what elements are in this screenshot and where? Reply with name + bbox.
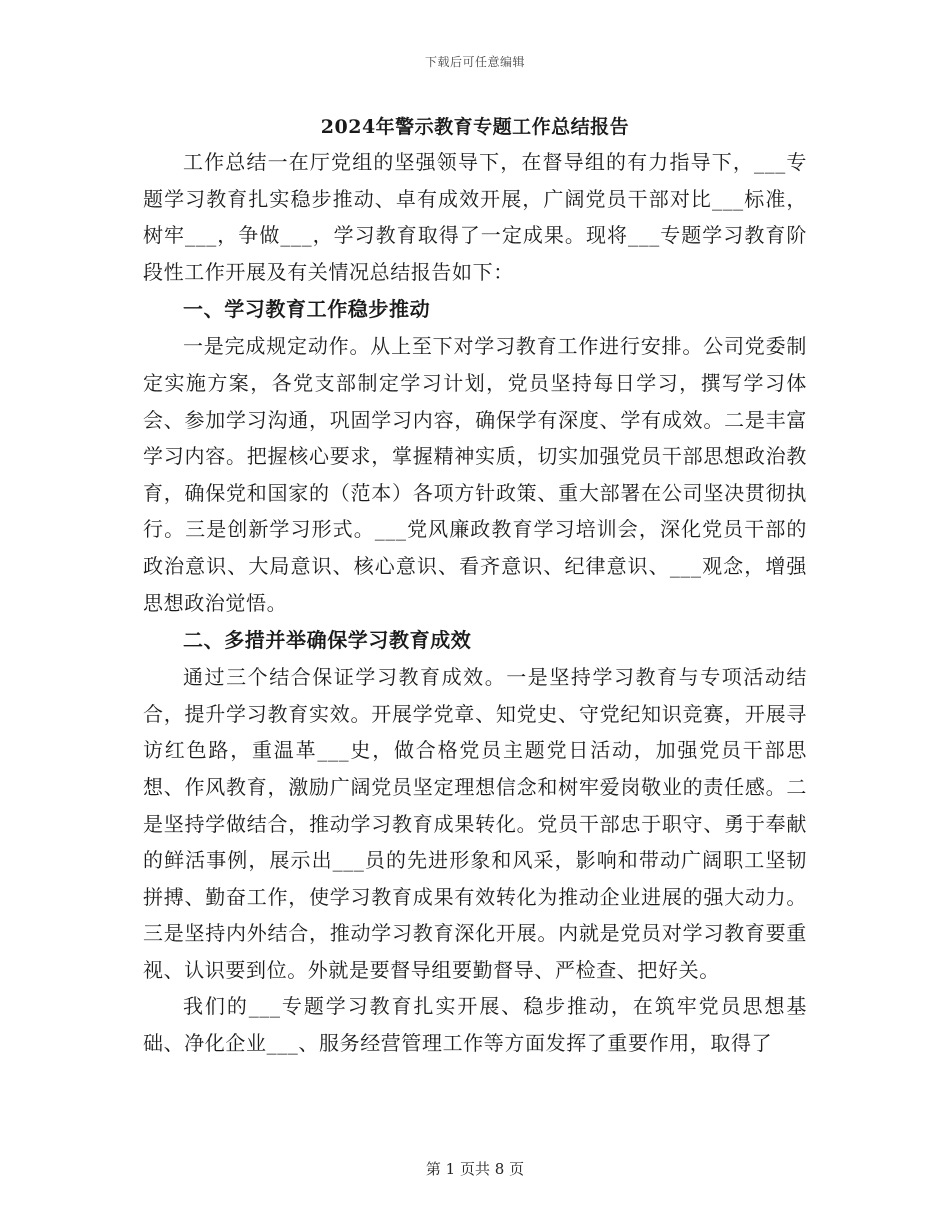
header-note: 下载后可任意编辑	[424, 55, 525, 69]
section-2-paragraph: 通过三个结合保证学习教育成效。一是坚持学习教育与专项活动结合，提升学习教育实效。开展学党章、知党史、守党纪知识竞赛，开展寻访红色路，重温革___史，做合格党员主题党日活动，加强党员干部思想、作风教育，激励广阔党员坚定理想信念和树牢爱岗敬业的责任感。二是坚持学做结合，推动学习教育成果转化。党员干部忠于职守、勇于奉献的鲜活事例，展示出___员的先进形象和风采，影响和带动广阔职工坚韧拼搏、勤奋工作，使学习教育成果有效转化为推动企业进展的强大动力。三是坚持内外结合，推动学习教育深化开展。内就是党员对学习教育要重视、认识要到位。外就是要督导组要勤督导、严检查、把好关。	[143, 665, 807, 982]
section-1-heading: 一、学习教育工作稳步推动	[183, 297, 431, 322]
closing-paragraph: 我们的___专题学习教育扎实开展、稳步推动，在筑牢党员思想基础、净化企业___、服务经营管理工作等方面发挥了重要作用，取得了	[143, 994, 807, 1056]
section-2-heading: 二、多措并举确保学习教育成效	[183, 628, 472, 653]
document-title: 2024年警示教育专题工作总结报告	[320, 116, 630, 138]
document-body	[143, 110, 807, 1062]
intro-paragraph: 工作总结一在厅党组的坚强领导下，在督导组的有力指导下，___专题学习教育扎实稳步推动、卓有成效开展，广阔党员干部对比___标准，树牢___，争做___，学习教育取得了一定成果。现将___专题学习教育阶段性工作开展及有关情况总结报告如下：	[143, 150, 807, 284]
page-number: 第 1 页共 8 页	[425, 1160, 525, 1178]
section-1-paragraph: 一是完成规定动作。从上至下对学习教育工作进行安排。公司党委制定实施方案，各党支部制定学习计划，党员坚持每日学习，撰写学习体会、参加学习沟通，巩固学习内容，确保学有深度、学有成效。二是丰富学习内容。把握核心要求，掌握精神实质，切实加强党员干部思想政治教育，确保党和国家的（范本）各项方针政策、重大部署在公司坚决贯彻执行。三是创新学习形式。___党风廉政教育学习培训会，深化党员干部的政治意识、大局意识、核心意识、看齐意识、纪律意识、___观念，增强思想政治觉悟。	[143, 334, 807, 615]
